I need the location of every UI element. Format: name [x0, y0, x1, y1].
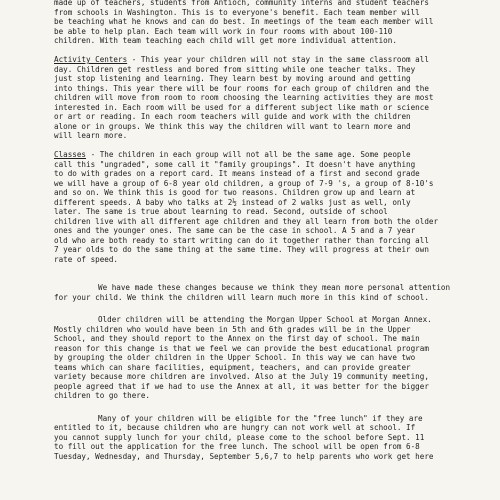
section-heading-activity-centers: Activity Centers	[54, 55, 128, 64]
text-line: to fill out the application for the free lunch. The school will be open from 6-8	[54, 442, 420, 451]
text-line: rate of speed.	[54, 254, 119, 264]
text-line: just stop listening and learning. They learn best by moving around and getting	[54, 74, 411, 83]
text-line: We have made these changes because we think they mean more personal attention	[98, 283, 451, 292]
paragraph-classes	[54, 150, 462, 264]
text-line: day. Children get restless and bored from sitting while one teacher talks. They	[54, 64, 416, 74]
paragraph-upper-school	[54, 315, 462, 401]
text-line: you cannot supply lunch for your child, please come to the school before Sept. 11	[54, 432, 425, 442]
text-line: call this "ungraded", some call it "family groupings". It doesn't have anything	[54, 159, 416, 169]
text-line: - The children in each group will not all be the same age. Some people	[86, 150, 411, 159]
text-line: old who are both ready to start writing can do it together rather than forcing all	[54, 235, 429, 245]
text-line: Older children will be attending the Morgan Upper School at Morgan Annex.	[98, 315, 432, 324]
text-line: children. With team teaching each child will get more individual attention.	[54, 36, 397, 45]
text-line: people agreed that if we had to use the Annex at all, it was better for the bigger	[54, 381, 429, 391]
paragraph-activity-centers	[54, 55, 462, 141]
text-line: will learn more.	[54, 131, 128, 140]
document-text	[54, 0, 462, 461]
text-line: Many of your children will be eligible for the "free lunch" if they are	[98, 413, 423, 423]
text-line: to do with grades on a report card. It means instead of a first and second grade	[54, 169, 420, 178]
section-heading-classes: Classes	[54, 150, 87, 159]
text-line: by grouping the older children in the Upper School. In this way we can have two	[54, 353, 416, 362]
text-line: - This year your children will not stay in the same classroom all	[127, 55, 429, 64]
text-line: 7 year olds to do the same thing at the same time. They will progress at their own	[54, 245, 429, 254]
paragraph-team-teaching	[54, 0, 462, 46]
text-line: children will move from room to room choosing the learning activities they are most	[54, 93, 434, 102]
text-line: be teaching what he knows and can do best. In meetings of the team each member will	[54, 17, 434, 26]
text-line: for your child. We think the children will learn much more in this kind of school.	[54, 292, 429, 302]
text-line: be able to help plan. Each team will work in four rooms with about 100-110	[54, 26, 393, 36]
text-line: and so on. We think this is good for two reasons. Children grow up and learn at	[54, 188, 416, 197]
text-line: School, and they should report to the Annex on the first day of school. The main	[54, 334, 420, 343]
text-line: reason for this change is that we feel we can provide the best educational program	[54, 343, 429, 353]
text-line: Tuesday, Wednesday, and Thursday, September 5,6,7 to help parents who work get here	[54, 451, 434, 461]
text-line: ones and the younger ones. The same can be the case in school. A 5 and a 7 year	[54, 226, 416, 235]
text-line: Mostly children who would have been in 5th and 6th grades will be in the Upper	[54, 324, 411, 334]
text-line: into things. This year there will be four rooms for each group of children and the	[54, 83, 429, 93]
text-line: made up of teachers, students from Antioch, community interns and student teachers	[54, 0, 429, 7]
text-line: or art or reading. In each room teachers will guide and work with the children	[54, 112, 411, 121]
text-line: variety because more children are involved. Also at the July 19 community meeting,	[54, 372, 429, 381]
text-line: children to go there.	[54, 391, 151, 400]
text-line: alone or in groups. We think this way the children will want to learn more and	[54, 121, 411, 131]
paragraph-free-lunch	[54, 414, 462, 462]
text-line: teams which can share facilities, equipment, teachers, and can provide greater	[54, 362, 411, 372]
text-line: interested in. Each room will be used for a different subject like math or science	[54, 102, 429, 112]
text-line: later. The same is true about learning to read. Second, outside of school	[54, 207, 388, 216]
paragraph-personal-attention	[54, 283, 462, 302]
text-line: entitled to it, because children who are hungry can not work well at school. If	[54, 423, 416, 432]
text-line: from schools in Washington. This is to everyone's benefit. Each team member will	[54, 7, 420, 17]
text-line: we will have a group of 6-8 year old children, a group of 7-9 's, a group of 8-10's	[54, 178, 434, 188]
text-line: children live with all different age children and they all learn from both the older	[54, 216, 439, 226]
text-line: different speeds. A baby who talks at 2½ instead of 2 walks just as well, only	[54, 197, 411, 207]
